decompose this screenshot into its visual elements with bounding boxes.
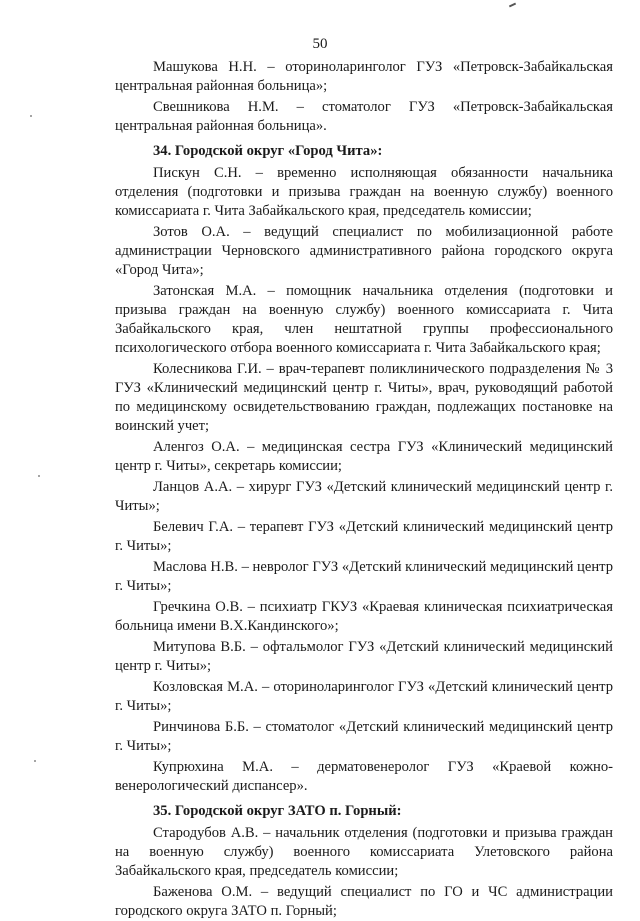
list-item: Белевич Г.А. – терапевт ГУЗ «Детский клинический медицинский центр г. Читы»; [115,519,613,554]
list-item: Ланцов А.А. – хирург ГУЗ «Детский клинический медицинский центр г. Читы»; [115,479,613,514]
scan-mark [509,3,516,8]
list-item: Свешникова Н.М. – стоматолог ГУЗ «Петровск-Забайкальская центральная районная больница». [115,99,613,134]
list-item: Митупова В.Б. – офтальмолог ГУЗ «Детский клинический медицинский центр г. Читы»; [115,639,613,674]
document-body [115,58,613,921]
list-item: Маслова Н.В. – невролог ГУЗ «Детский клинический медицинский центр г. Читы»; [115,559,613,594]
list-item: Пискун С.Н. – временно исполняющая обязанности начальника отделения (подготовки и призыва граждан на военную службу) военного комиссариата г. Чита Забайкальского края, председатель комиссии; [115,165,613,219]
list-item: Гречкина О.В. – психиатр ГКУЗ «Краевая клиническая психиатрическая больница имени В.Х.Кандинского»; [115,599,613,634]
scan-dot [38,475,40,477]
list-item: Ринчинова Б.Б. – стоматолог «Детский клинический медицинский центр г. Читы»; [115,719,613,754]
list-item: Колесникова Г.И. – врач-терапевт поликлинического подразделения № 3 ГУЗ «Клинический медицинский центр г. Читы», врач, руководящий работой по медицинскому освидетельствованию граждан, подлежащих постановке на воинский учет; [115,361,613,434]
scan-dot [30,115,32,117]
list-item: Машукова Н.Н. – оториноларинголог ГУЗ «Петровск-Забайкальская центральная районная больница»; [115,59,613,94]
list-item: Зотов О.А. – ведущий специалист по мобилизационной работе администрации Черновского административного района городского округа «Город Чита»; [115,224,613,278]
section-heading: 35. Городской округ ЗАТО п. Горный: [153,803,402,819]
list-item: Стародубов А.В. – начальник отделения (подготовки и призыва граждан на военную службу) военного комиссариата Улетовского района Забайкальского края, председатель комиссии; [115,825,613,879]
list-item: Затонская М.А. – помощник начальника отделения (подготовки и призыва граждан на военную службу) военного комиссариата г. Чита Забайкальского края, член нештатной группы профессионального психологического отбора военного комиссариата г. Чита Забайкальского края; [115,283,613,356]
section-heading: 34. Городской округ «Город Чита»: [153,143,383,159]
list-item: Козловская М.А. – оториноларинголог ГУЗ «Детский клинический центр г. Читы»; [115,679,613,714]
scan-dot [34,760,36,762]
list-item: Аленгоз О.А. – медицинская сестра ГУЗ «Клинический медицинский центр г. Читы», секретарь комиссии; [115,439,613,474]
page-number: 50 [312,36,328,52]
list-item: Купрюхина М.А. – дерматовенеролог ГУЗ «Краевой кожно-венерологический диспансер». [115,759,613,794]
list-item: Баженова О.М. – ведущий специалист по ГО и ЧС администрации городского округа ЗАТО п. Горный; [115,884,613,919]
